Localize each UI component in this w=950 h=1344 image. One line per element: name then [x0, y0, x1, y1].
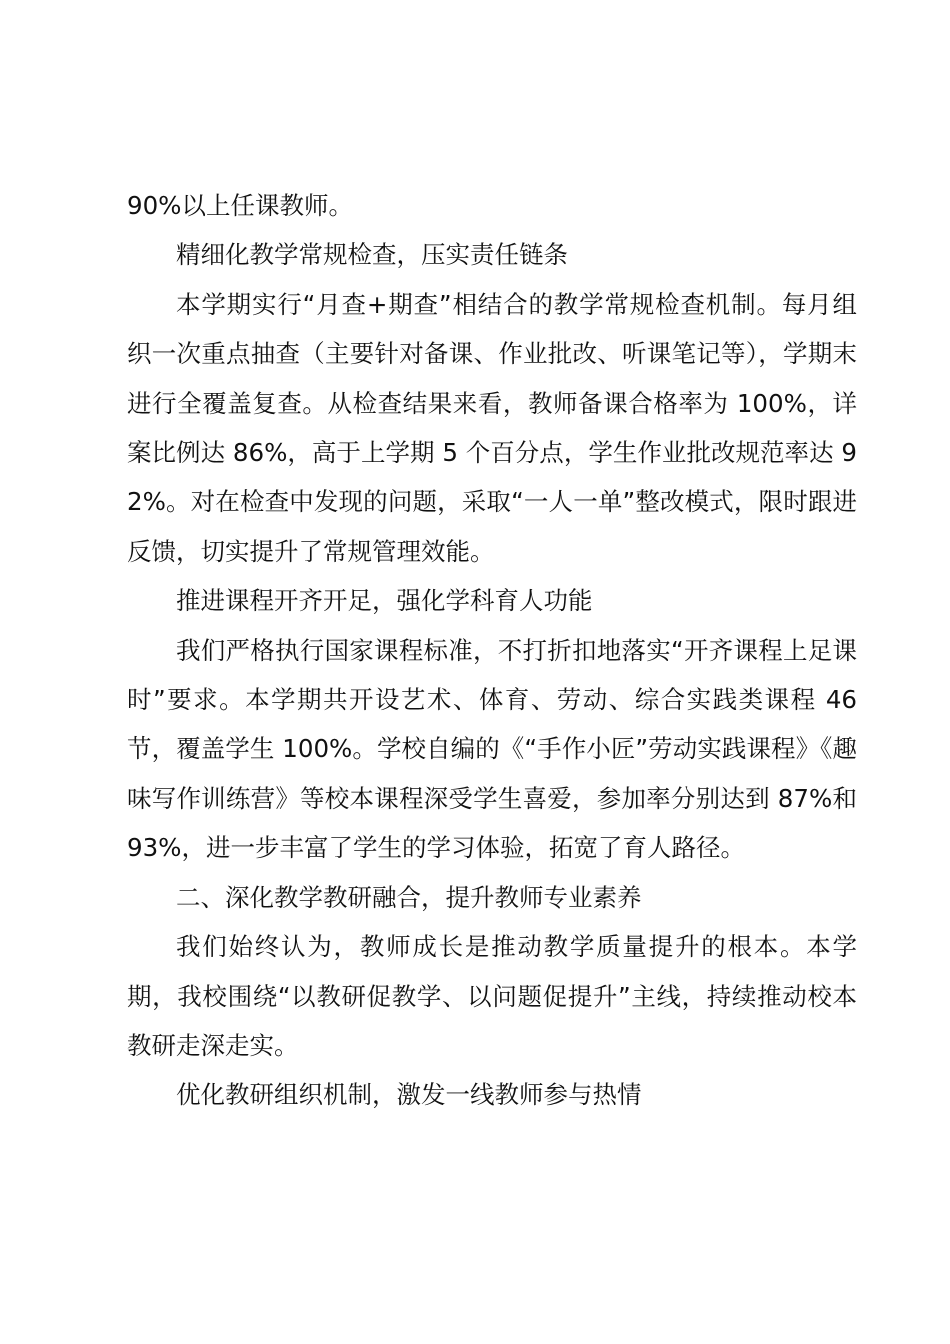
paragraph-curriculum-standards: 我们严格执行国家课程标准，不打折扣地落实“开齐课程上足课时”要求。本学期共开设艺术、体育、劳动、综合实践类课程 46 节，覆盖学生 100%。学校自编的《“手作小匠”劳动实践课程》《趣味写作训练营》等校本课程深受学生喜爱，参加率分别达到 87%和 93%，进一步丰富了学生的学习体验，拓宽了育人路径。 [127, 635, 857, 863]
document-body [127, 181, 857, 1120]
paragraph-inspection-mechanism: 本学期实行“月查+期查”相结合的教学常规检查机制。每月组织一次重点抽查（主要针对备课、作业批改、听课笔记等），学期末进行全覆盖复查。从检查结果来看，教师备课合格率为 100%，详案比例达 86%，高于上学期 5 个百分点，学生作业批改规范率达 92%。对在检查中发现的问题，采取“一人一单”整改模式，限时跟进反馈，切实提升了常规管理效能。 [127, 289, 857, 566]
section-heading-teaching-research: 二、深化教学教研融合，提升教师专业素养 [176, 882, 642, 912]
paragraph-continuation: 90%以上任课教师。 [127, 191, 353, 220]
section-heading-routine-inspection: 精细化教学常规检查，压实责任链条 [176, 240, 568, 270]
paragraph-teacher-growth: 我们始终认为，教师成长是推动教学质量提升的根本。本学期，我校围绕“以教研促教学、以问题促提升”主线，持续推动校本教研走深走实。 [127, 932, 857, 1060]
section-heading-research-mechanism: 优化教研组织机制，激发一线教师参与热情 [176, 1080, 642, 1110]
section-heading-curriculum: 推进课程开齐开足，强化学科育人功能 [176, 586, 593, 616]
